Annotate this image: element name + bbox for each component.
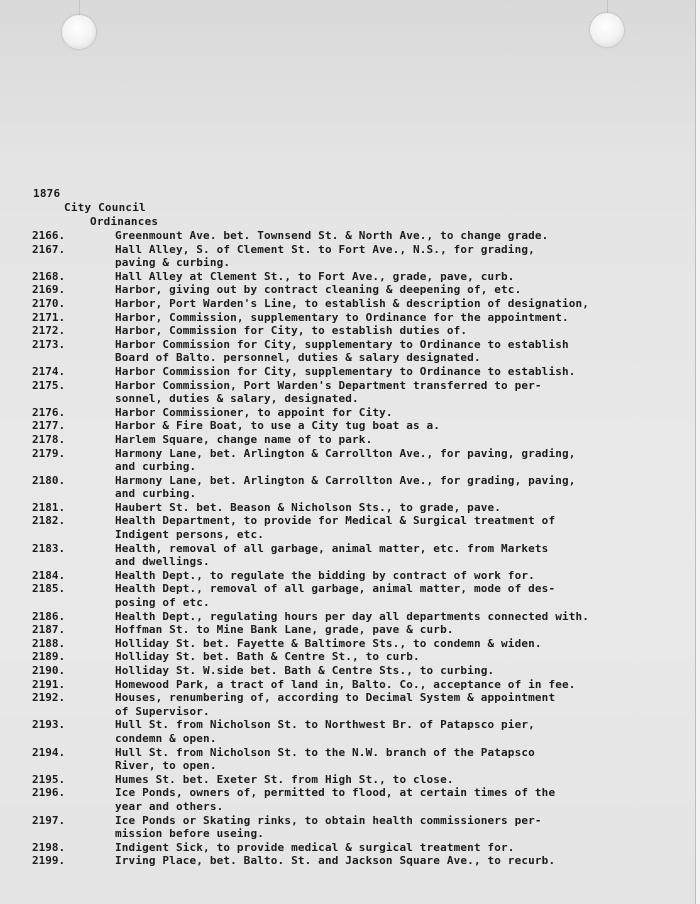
ordinance-description: Health Dept., to regulate the bidding by contract of work for. [115, 568, 535, 582]
ordinance-entry [0, 501, 700, 515]
ordinance-description: Harbor Commission for City, supplementary to Ordinance to establish. [115, 364, 576, 378]
ordinance-entry [0, 569, 700, 583]
ordinance-entry [0, 650, 700, 664]
ordinance-description: Harmony Lane, bet. Arlington & Carrollton Ave., for grading, paving, and curbing. [115, 473, 576, 501]
ordinance-description: Greenmount Ave. bet. Townsend St. & North Ave., to change grade. [115, 229, 549, 242]
ordinance-number: 2172. [32, 324, 66, 338]
ordinance-description: Harbor Commissioner, to appoint for City. [115, 405, 393, 419]
ordinance-number: 2194. [32, 745, 66, 759]
ordinance-description: Ice Ponds, owners of, permitted to flood, at certain times of the year and others. [115, 786, 556, 813]
ordinance-number: 2175. [32, 378, 66, 392]
ordinance-description: Harbor Commission, Port Warden's Department transferred to per- sonnel, duties & salary, designated. [115, 378, 542, 406]
ordinance-number: 2198. [32, 840, 66, 854]
ordinance-number: 2190. [32, 664, 66, 677]
ordinance-description: Health Dept., removal of all garbage, animal matter, mode of des- posing of etc. [115, 582, 556, 610]
ordinance-entry [0, 324, 700, 338]
ordinance-entry [0, 623, 700, 637]
ordinance-entry [0, 447, 700, 474]
ordinance-number: 2197. [32, 813, 66, 827]
ordinance-description: Humes St. bet. Exeter St. from High St., to close. [115, 772, 454, 786]
ordinance-number: 2168. [32, 269, 66, 283]
ordinance-description: Holliday St. bet. Fayette & Baltimore Sts., to condemn & widen. [115, 636, 542, 650]
ordinance-entry [0, 311, 700, 325]
ordinance-number: 2185. [32, 582, 66, 596]
ordinance-description: Holliday St. bet. Bath & Centre St., to curb. [115, 650, 420, 664]
ordinance-entry [0, 406, 700, 420]
ordinance-entry [0, 582, 700, 609]
ordinance-number: 2178. [32, 432, 66, 446]
ordinance-entry [0, 854, 700, 868]
subsection-heading: Ordinances [90, 215, 159, 228]
ordinance-description: Haubert St. bet. Beason & Nicholson Sts., to grade, pave. [115, 500, 502, 514]
ordinance-number: 2169. [32, 283, 66, 297]
ordinance-entry [0, 691, 700, 718]
ordinance-entry [0, 419, 700, 433]
ordinance-entry [0, 637, 700, 651]
ordinance-description: Harbor Commission for City, supplementary to Ordinance to establish Board of Balto. personnel, duties & salary designated. [115, 337, 569, 365]
ordinance-entry [0, 474, 700, 501]
ordinance-number: 2187. [32, 623, 66, 637]
ordinance-description: Health Department, to provide for Medical & Surgical treatment of Indigent persons, etc. [115, 514, 556, 542]
hole-tick [607, 0, 608, 14]
ordinance-entry [0, 243, 700, 270]
ordinance-number: 2186. [32, 609, 66, 623]
ordinance-entry [0, 542, 700, 569]
ordinance-description: Health Dept., regulating hours per day all departments connected with. [115, 609, 590, 623]
year-heading: 1876 [33, 187, 61, 200]
ordinance-description: Harbor, Port Warden's Line, to establish & description of designation, [115, 296, 590, 310]
ordinance-entry [0, 786, 700, 813]
ordinance-number: 2181. [32, 500, 66, 514]
ordinance-description: Homewood Park, a tract of land in, Balto. Co., acceptance of in fee. [115, 677, 576, 691]
ordinance-description: Hall Alley, S. of Clement St. to Fort Ave., N.S., for grading, paving & curbing. [115, 242, 535, 270]
ordinance-entry [0, 718, 700, 745]
ordinance-number: 2184. [32, 568, 66, 582]
ordinance-entry [0, 664, 700, 678]
ordinance-description: Hoffman St. to Mine Bank Lane, grade, pave & curb. [115, 623, 454, 637]
ordinance-entry [0, 514, 700, 541]
ordinance-description: Indigent Sick, to provide medical & surgical treatment for. [115, 840, 515, 854]
ordinance-number: 2182. [32, 514, 66, 528]
ordinance-description: Houses, renumbering of, according to Decimal System & appointment of Supervisor. [115, 691, 556, 718]
ordinance-number: 2170. [32, 296, 66, 310]
ordinance-number: 2192. [32, 691, 66, 705]
ordinance-entry [0, 433, 700, 447]
ordinance-entry [0, 283, 700, 297]
ordinance-entry [0, 270, 700, 284]
ordinance-entry [0, 773, 700, 787]
ordinance-number: 2179. [32, 446, 66, 460]
ordinance-entry [0, 746, 700, 773]
ordinance-description: Hall Alley at Clement St., to Fort Ave., grade, pave, curb. [115, 269, 515, 283]
punch-hole-icon [62, 15, 96, 49]
ordinance-description: Holliday St. W.side bet. Bath & Centre Sts., to curbing. [115, 664, 495, 677]
ordinance-description: Hull St. from Nicholson St. to the N.W. branch of the Patapsco River, to open. [115, 745, 535, 773]
ordinance-entry [0, 610, 700, 624]
ordinance-list [0, 229, 700, 868]
ordinance-number: 2173. [32, 337, 66, 351]
ordinance-description: Harbor, giving out by contract cleaning & deepening of, etc. [115, 283, 522, 297]
ordinance-number: 2188. [32, 636, 66, 650]
ordinance-number: 2171. [32, 310, 66, 324]
ordinance-number: 2176. [32, 405, 66, 419]
ordinance-entry [0, 365, 700, 379]
ordinance-description: Harbor, Commission for City, to establish duties of. [115, 324, 468, 338]
ordinance-description: Health, removal of all garbage, animal matter, etc. from Markets and dwellings. [115, 541, 549, 569]
ordinance-description: Harbor & Fire Boat, to use a City tug boat as a. [115, 419, 441, 433]
ordinance-number: 2196. [32, 786, 66, 800]
ordinance-description: Harlem Square, change name of to park. [115, 432, 373, 446]
ordinance-number: 2183. [32, 541, 66, 555]
ordinance-number: 2180. [32, 473, 66, 487]
ordinance-description: Harbor, Commission, supplementary to Ordinance for the appointment. [115, 310, 569, 324]
ordinance-number: 2199. [32, 854, 66, 868]
ordinance-entry [0, 229, 700, 243]
ordinance-number: 2167. [32, 242, 66, 256]
ordinance-number: 2166. [32, 229, 66, 242]
ordinance-entry [0, 678, 700, 692]
section-heading: City Council [64, 201, 146, 214]
ordinance-description: Harmony Lane, bet. Arlington & Carrollton Ave., for paving, grading, and curbing. [115, 446, 576, 474]
punch-hole-icon [590, 13, 624, 47]
ordinance-description: Ice Ponds or Skating rinks, to obtain health commissioners per- mission before useing. [115, 813, 542, 841]
ordinance-description: Hull St. from Nicholson St. to Northwest Br. of Patapsco pier, condemn & open. [115, 718, 535, 745]
ordinance-entry [0, 814, 700, 841]
ordinance-entry [0, 841, 700, 855]
ordinance-entry [0, 379, 700, 406]
ordinance-description: Irving Place, bet. Balto. St. and Jackson Square Ave., to recurb. [115, 854, 556, 868]
ordinance-number: 2193. [32, 718, 66, 732]
ordinance-number: 2174. [32, 364, 66, 378]
ordinance-entry [0, 338, 700, 365]
ordinance-number: 2191. [32, 677, 66, 691]
ordinance-number: 2177. [32, 419, 66, 433]
ordinance-entry [0, 297, 700, 311]
ordinance-number: 2189. [32, 650, 66, 664]
ordinance-number: 2195. [32, 772, 66, 786]
